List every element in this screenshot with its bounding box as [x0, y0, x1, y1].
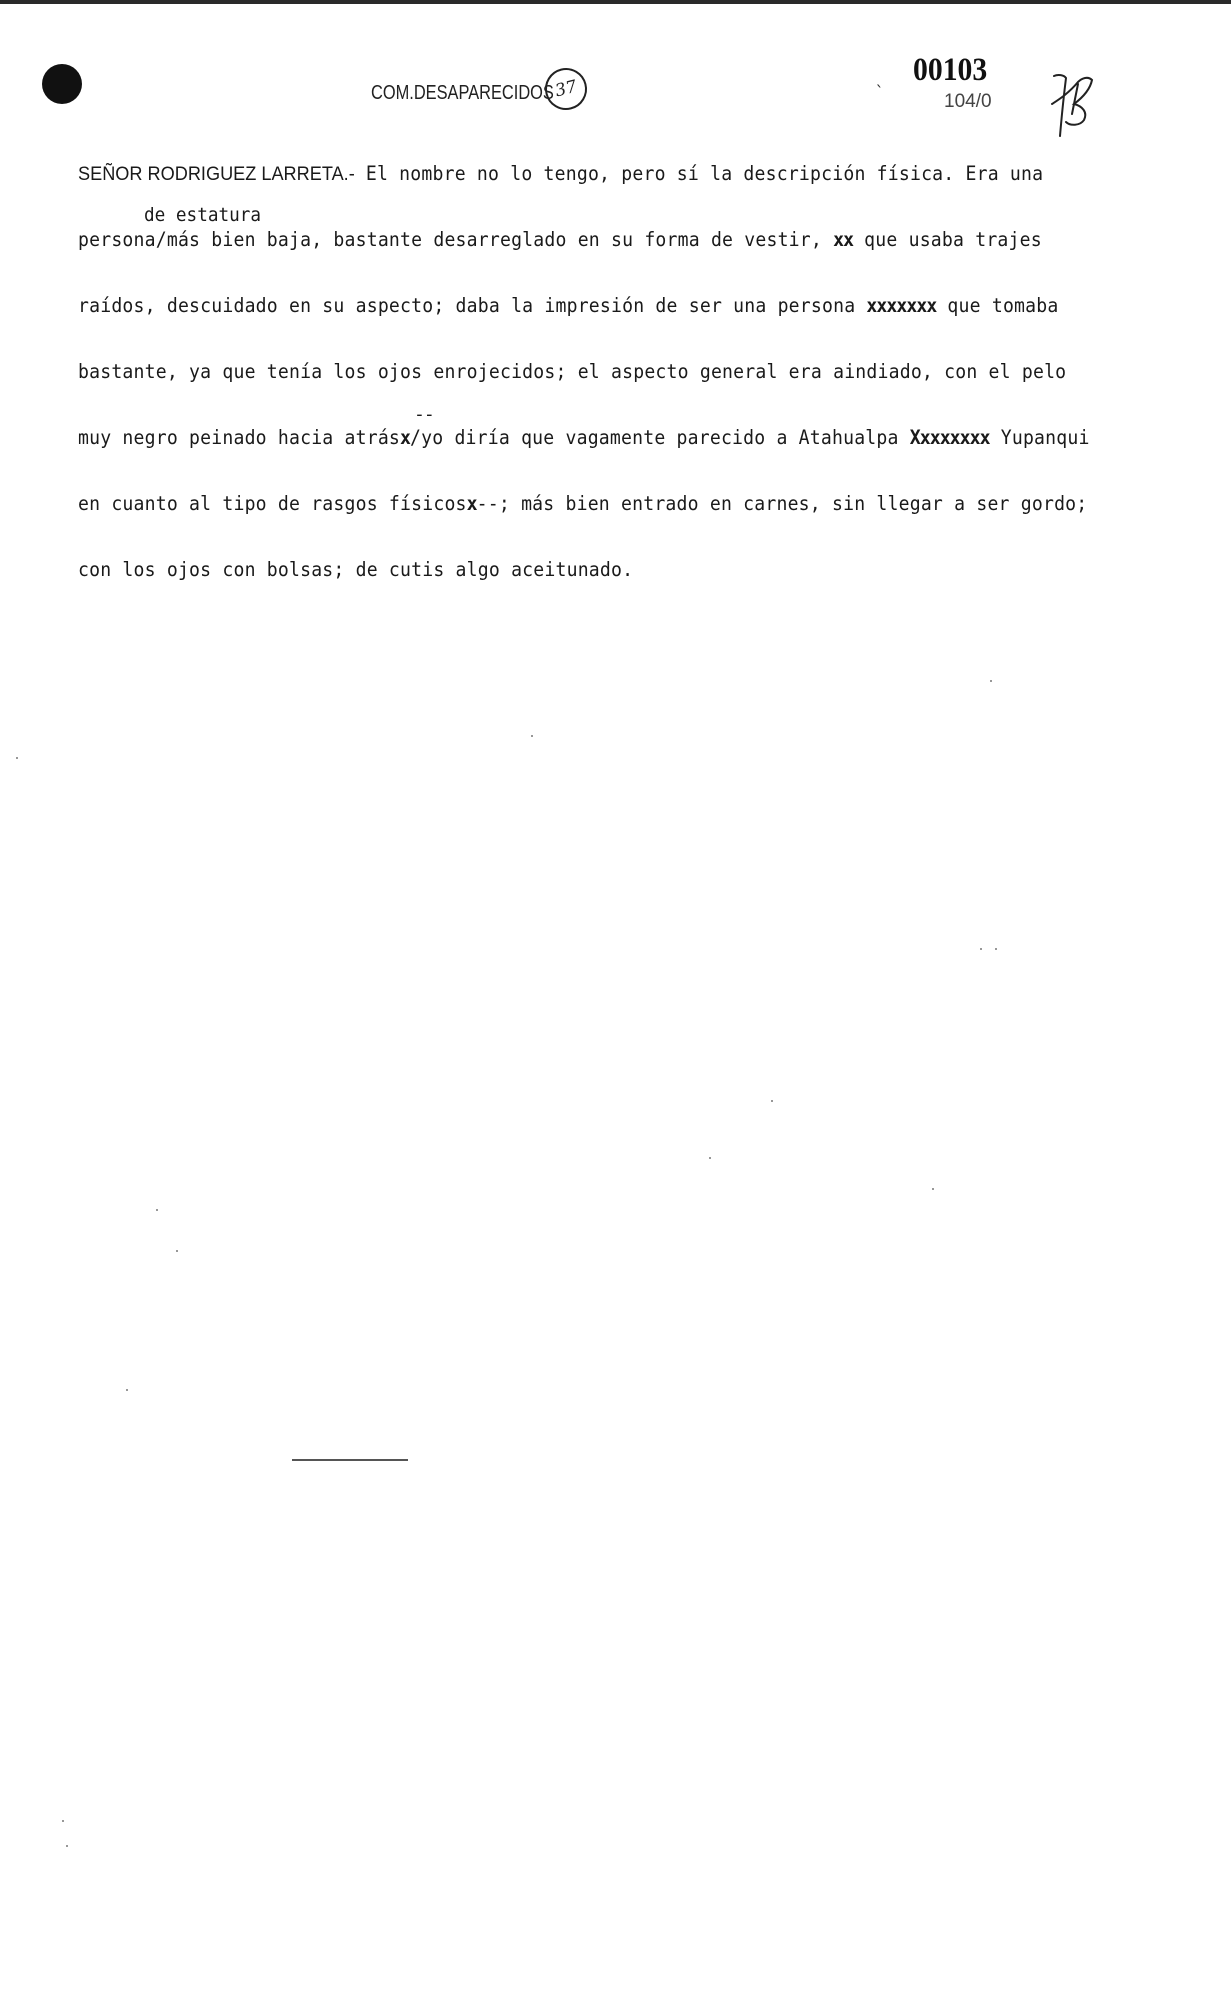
struck-text: xxxxxxx — [866, 294, 937, 317]
scan-speck — [995, 948, 997, 950]
tick-mark: ˎ — [874, 68, 884, 87]
transcript-line-5 — [78, 426, 1090, 449]
transcript-line-4 — [78, 360, 1066, 383]
document-subnumber: 104/0 — [944, 91, 992, 112]
scan-speck — [176, 1250, 178, 1252]
transcript-line-1 — [78, 162, 1043, 186]
struck-text: xx — [833, 228, 854, 251]
line-text-after: --; más bien entrado en carnes, sin llegar a ser gordo; — [476, 492, 1088, 515]
struck-text: x — [400, 426, 411, 449]
struck-text: x — [466, 492, 477, 515]
struck-text: Xxxxxxxx — [909, 426, 990, 449]
scan-speck — [771, 1100, 773, 1102]
scan-speck — [932, 1188, 934, 1190]
document-number: 00103 — [913, 52, 988, 88]
scan-speck — [990, 680, 992, 682]
series-label: COM.DESAPARECIDOS — [371, 82, 554, 104]
punch-hole — [42, 64, 82, 104]
interlinear-insert: de estatura — [144, 204, 262, 226]
page-top-edge — [0, 0, 1231, 4]
transcript-line-6 — [78, 492, 1087, 515]
speaker-label: SEÑOR RODRIGUEZ LARRETA.- — [78, 163, 355, 185]
scan-speck — [531, 735, 533, 737]
scan-speck — [156, 1209, 158, 1211]
line-text: bastante, ya que tenía los ojos enrojecidos; el aspecto general era aindiado, con el pelo — [78, 360, 1067, 383]
scan-speck — [66, 1845, 68, 1847]
line-text: persona/más bien baja, bastante desarreglado en su forma de vestir, — [78, 228, 834, 251]
scan-speck — [980, 948, 982, 950]
line-text-after: Yupanqui — [989, 426, 1090, 449]
handwritten-signature — [1048, 64, 1096, 142]
transcript-line-3 — [78, 294, 1058, 317]
transcript-line-7 — [78, 558, 633, 581]
footer-rule — [292, 1459, 408, 1461]
line-text: El nombre no lo tengo, pero sí la descripción física. Era una — [354, 162, 1044, 185]
line-text: en cuanto al tipo de rasgos físicos — [78, 492, 467, 515]
line-text: con los ojos con bolsas; de cutis algo aceitunado. — [78, 558, 634, 581]
scan-speck — [62, 1820, 64, 1822]
scan-speck — [16, 757, 18, 759]
overline-mark: -- — [414, 404, 434, 425]
line-text-after: /yo diría que vagamente parecido a Atahualpa — [410, 426, 910, 449]
line-text: raídos, descuidado en su aspecto; daba la impresión de ser una persona — [78, 294, 867, 317]
line-text-after: que tomaba — [936, 294, 1059, 317]
line-text: muy negro peinado hacia atrás — [78, 426, 401, 449]
transcript-line-2 — [78, 228, 1042, 251]
circled-stamp: 37 — [541, 64, 592, 115]
line-text-after: que usaba trajes — [853, 228, 1042, 251]
scan-speck — [709, 1157, 711, 1159]
scan-speck — [126, 1389, 128, 1391]
